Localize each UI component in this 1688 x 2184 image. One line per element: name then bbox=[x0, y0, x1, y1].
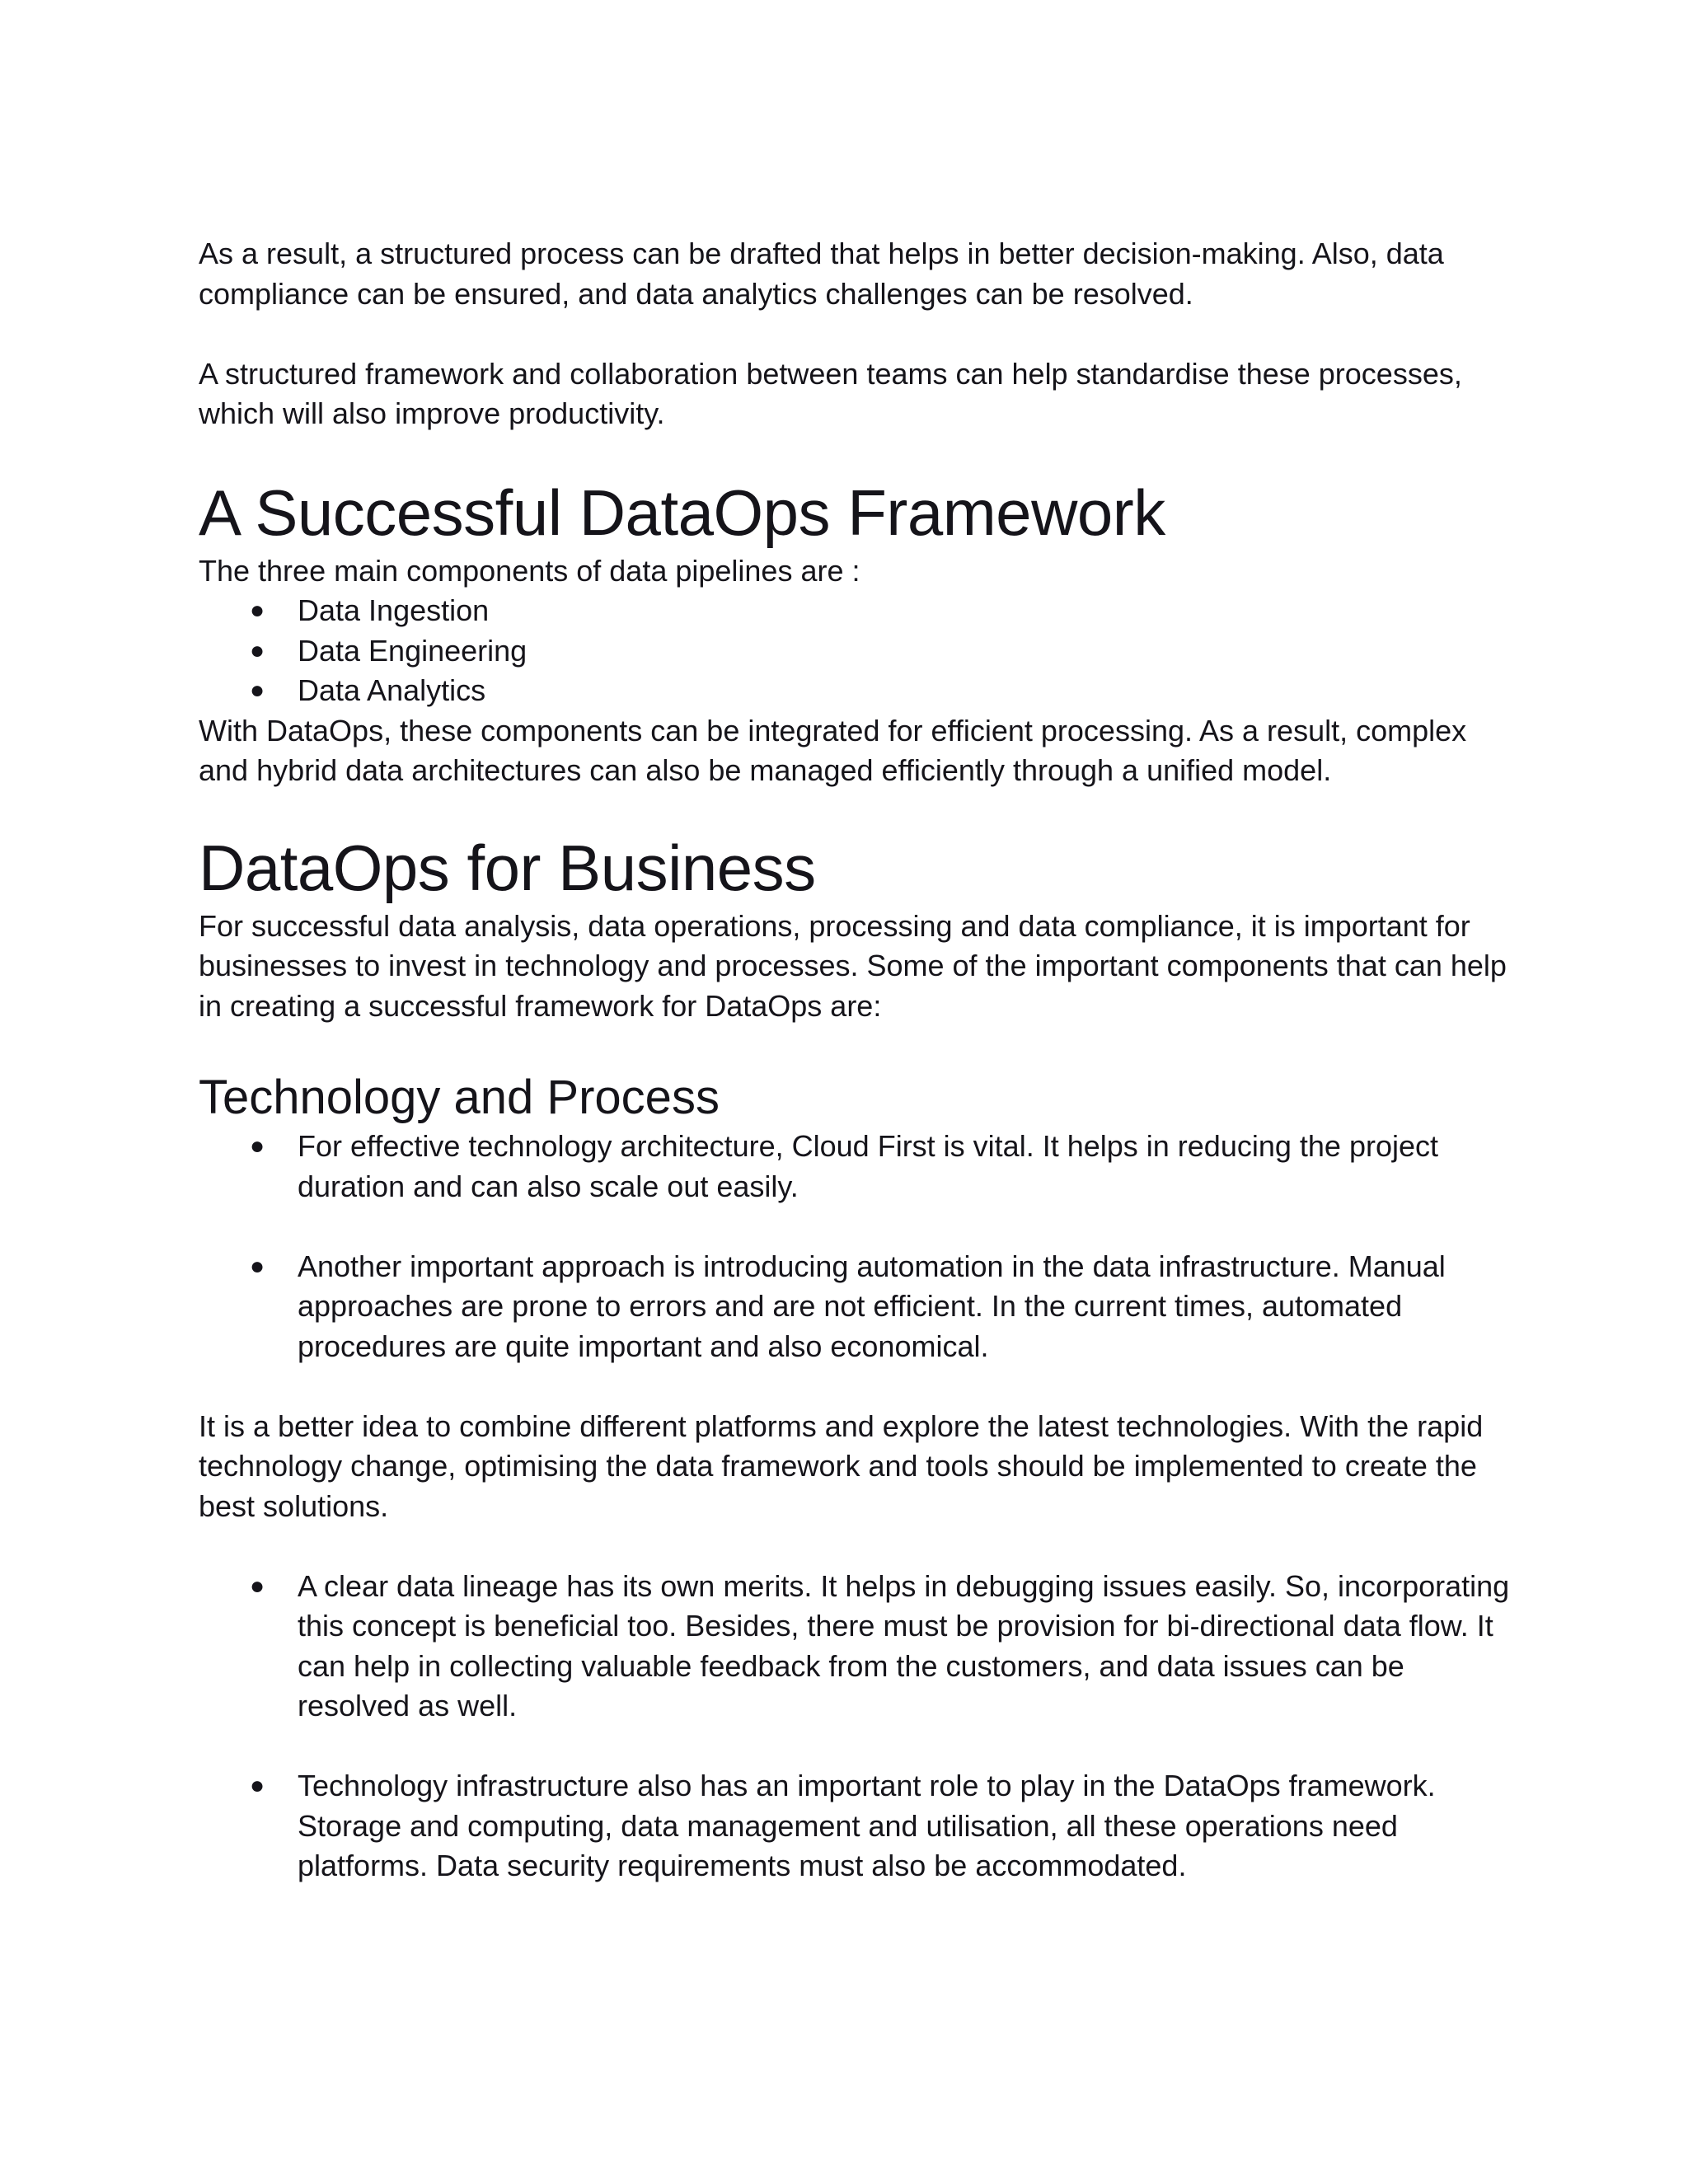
bullet-icon: ● bbox=[250, 636, 265, 664]
pipeline-components-list bbox=[199, 591, 1517, 711]
section3-paragraph: It is a better idea to combine different platforms and explore the latest technologies. With the rapid technology change, optimising the data framework and tools should be implemented to create the best solutions. bbox=[199, 1408, 1484, 1523]
intro-paragraph-1: As a result, a structured process can be drafted that helps in better decision-making. Also, data compliance can be ensured, and data analytics challenges can be resolved. bbox=[199, 237, 1444, 311]
bullet-icon: ● bbox=[250, 1252, 265, 1280]
bullet-icon: ● bbox=[250, 1772, 265, 1799]
heading-technology-and-process: Technology and Process bbox=[199, 1071, 720, 1124]
list-item: ● A clear data lineage has its own merits. It helps in debugging issues easily. So, incorporating this concept is beneficial too. Besides, there must be provision for bi-directional data flow. It can help in collecting valuable feedback from the customers, and data issues can be resolved as well. bbox=[199, 1567, 1517, 1727]
bullet-icon: ● bbox=[250, 597, 265, 624]
list-item: ● Data Analytics bbox=[199, 671, 1517, 711]
list-item: ● Data Engineering bbox=[199, 631, 1517, 672]
heading-dataops-for-business: DataOps for Business bbox=[199, 831, 816, 904]
list-item: ● For effective technology architecture, Cloud First is vital. It helps in reducing the project duration and can also scale out easily. bbox=[199, 1127, 1517, 1207]
intro-paragraph-2: A structured framework and collaboration between teams can help standardise these processes, which will also improve productivity. bbox=[199, 356, 1462, 430]
list-item: ● Technology infrastructure also has an important role to play in the DataOps framework. Storage and computing, data management and utilisation, all these operations need platforms. Data security requirements must also be accommodated. bbox=[199, 1766, 1517, 1886]
bullet-icon: ● bbox=[250, 1572, 265, 1600]
bullet-icon: ● bbox=[250, 677, 265, 704]
section2-lead: For successful data analysis, data operations, processing and data compliance, it is important for businesses to invest in technology and processes. Some of the important components that can help in creating a successful framework for DataOps are: bbox=[199, 908, 1507, 1023]
list-item: ● Another important approach is introducing automation in the data infrastructure. Manual approaches are prone to errors and are not efficient. In the current times, automated procedures are quite important and also economical. bbox=[199, 1247, 1517, 1367]
technology-list-a bbox=[199, 1127, 1517, 1366]
technology-list-b bbox=[199, 1567, 1517, 1886]
section1-closing: With DataOps, these components can be integrated for efficient processing. As a result, complex and hybrid data architectures can also be managed efficiently through a unified model. bbox=[199, 713, 1467, 787]
section1-lead: The three main components of data pipelines are : bbox=[199, 553, 860, 588]
document-page bbox=[199, 234, 1517, 1886]
bullet-icon: ● bbox=[250, 1132, 265, 1160]
list-item: ● Data Ingestion bbox=[199, 591, 1517, 631]
spacer bbox=[199, 314, 1517, 354]
heading-successful-dataops-framework: A Successful DataOps Framework bbox=[199, 476, 1165, 549]
